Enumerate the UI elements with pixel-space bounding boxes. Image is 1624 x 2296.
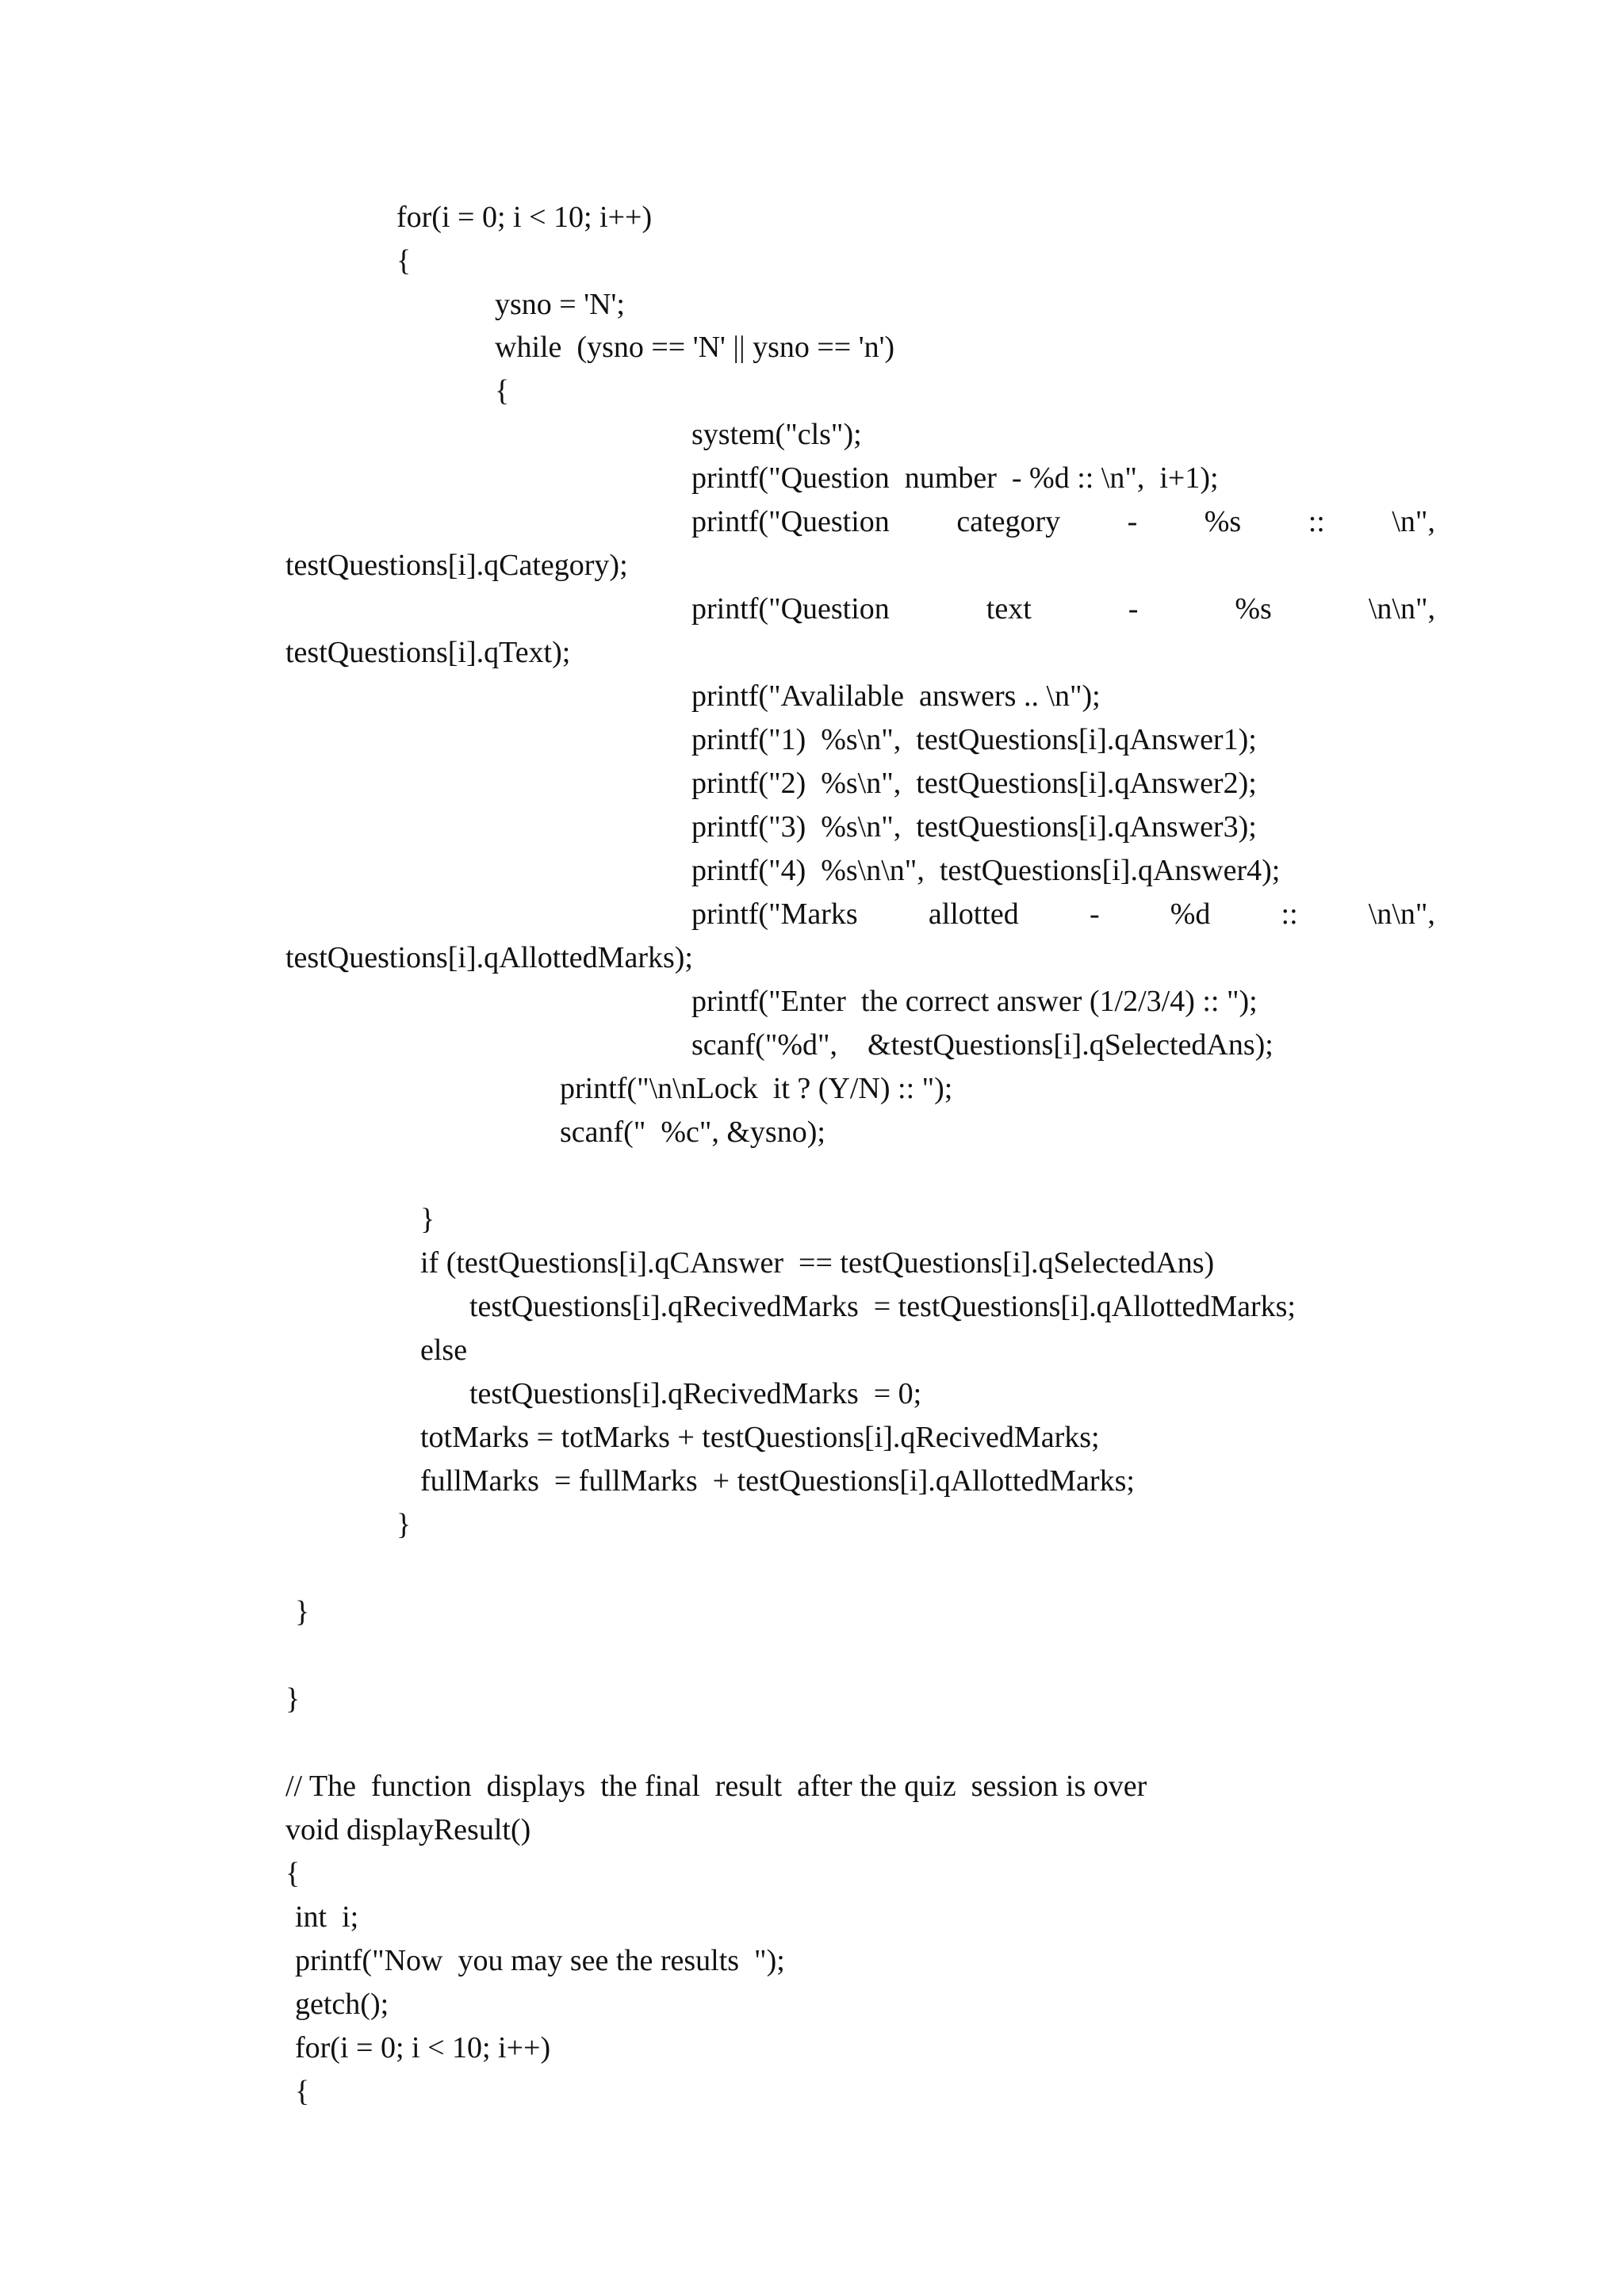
code-word: printf("Marks (691, 897, 858, 931)
code-line: printf("2) %s\n", testQuestions[i].qAnswer2); (691, 767, 1257, 800)
code-line: scanf(" %c", &ysno); (560, 1115, 825, 1149)
code-line: for(i = 0; i < 10; i++) (396, 201, 653, 234)
code-line: printf("3) %s\n", testQuestions[i].qAnswer3); (691, 810, 1257, 844)
code-line: ysno = 'N'; (495, 288, 625, 321)
code-line: else (420, 1334, 468, 1367)
code-line: testQuestions[i].qRecivedMarks = testQuestions[i].qAllottedMarks; (469, 1290, 1296, 1323)
code-word: \n\n", (1368, 897, 1435, 931)
code-line: testQuestions[i].qRecivedMarks = 0; (469, 1377, 922, 1410)
code-word: :: (1281, 897, 1298, 931)
code-line: testQuestions[i].qAllottedMarks); (285, 941, 693, 974)
code-line: printf("Question number - %d :: \n", i+1); (691, 461, 1219, 495)
code-word: %s (1204, 505, 1242, 538)
code-line-justified (691, 590, 1435, 628)
code-word: category (956, 505, 1061, 538)
code-word: %d (1170, 897, 1211, 931)
code-line: if (testQuestions[i].qCAnswer == testQuestions[i].qSelectedAns) (420, 1246, 1215, 1280)
code-line: } (285, 1682, 301, 1716)
code-line: { (295, 2075, 310, 2108)
code-line: } (396, 1508, 412, 1541)
code-line: totMarks = totMarks + testQuestions[i].qRecivedMarks; (420, 1421, 1100, 1454)
code-line: printf("Avalilable answers .. \n"); (691, 679, 1101, 713)
code-line: scanf("%d", &testQuestions[i].qSelectedAns); (691, 1028, 1274, 1062)
code-word: %s (1235, 592, 1272, 626)
code-line: } (420, 1203, 435, 1236)
code-word: :: (1308, 505, 1325, 538)
code-word: \n", (1392, 505, 1435, 538)
code-line: printf("Enter the correct answer (1/2/3/4) :: "); (691, 985, 1258, 1018)
code-comment: // The function displays the final result after the quiz session is over (285, 1770, 1147, 1803)
code-line: for(i = 0; i < 10; i++) (295, 2031, 551, 2064)
code-line: printf("Now you may see the results "); (295, 1944, 785, 1977)
code-line: { (396, 244, 412, 277)
code-word: printf("Question (691, 505, 890, 538)
code-line: testQuestions[i].qText); (285, 636, 571, 669)
code-word: text (986, 592, 1032, 626)
code-word: allotted (928, 897, 1019, 931)
code-line: fullMarks = fullMarks + testQuestions[i].qAllottedMarks; (420, 1464, 1135, 1498)
code-line: testQuestions[i].qCategory); (285, 549, 628, 582)
code-line: system("cls"); (691, 418, 862, 451)
code-word: printf("Question (691, 592, 890, 626)
code-line: int i; (295, 1900, 359, 1934)
code-line-justified (691, 503, 1435, 541)
code-word: - (1128, 592, 1139, 626)
code-word: \n\n", (1368, 592, 1435, 626)
code-line: { (285, 1857, 301, 1890)
code-line: void displayResult() (285, 1813, 531, 1846)
code-line: printf("4) %s\n\n", testQuestions[i].qAnswer4); (691, 854, 1281, 887)
code-line: } (295, 1595, 310, 1628)
code-line: getch(); (295, 1988, 389, 2021)
code-line: printf("\n\nLock it ? (Y/N) :: "); (560, 1072, 953, 1105)
code-line-justified (691, 895, 1435, 933)
code-line: { (495, 374, 510, 408)
code-word: - (1089, 897, 1100, 931)
code-line: while (ysno == 'N' || ysno == 'n') (495, 331, 895, 364)
code-word: - (1127, 505, 1138, 538)
code-line: printf("1) %s\n", testQuestions[i].qAnswer1); (691, 723, 1257, 756)
